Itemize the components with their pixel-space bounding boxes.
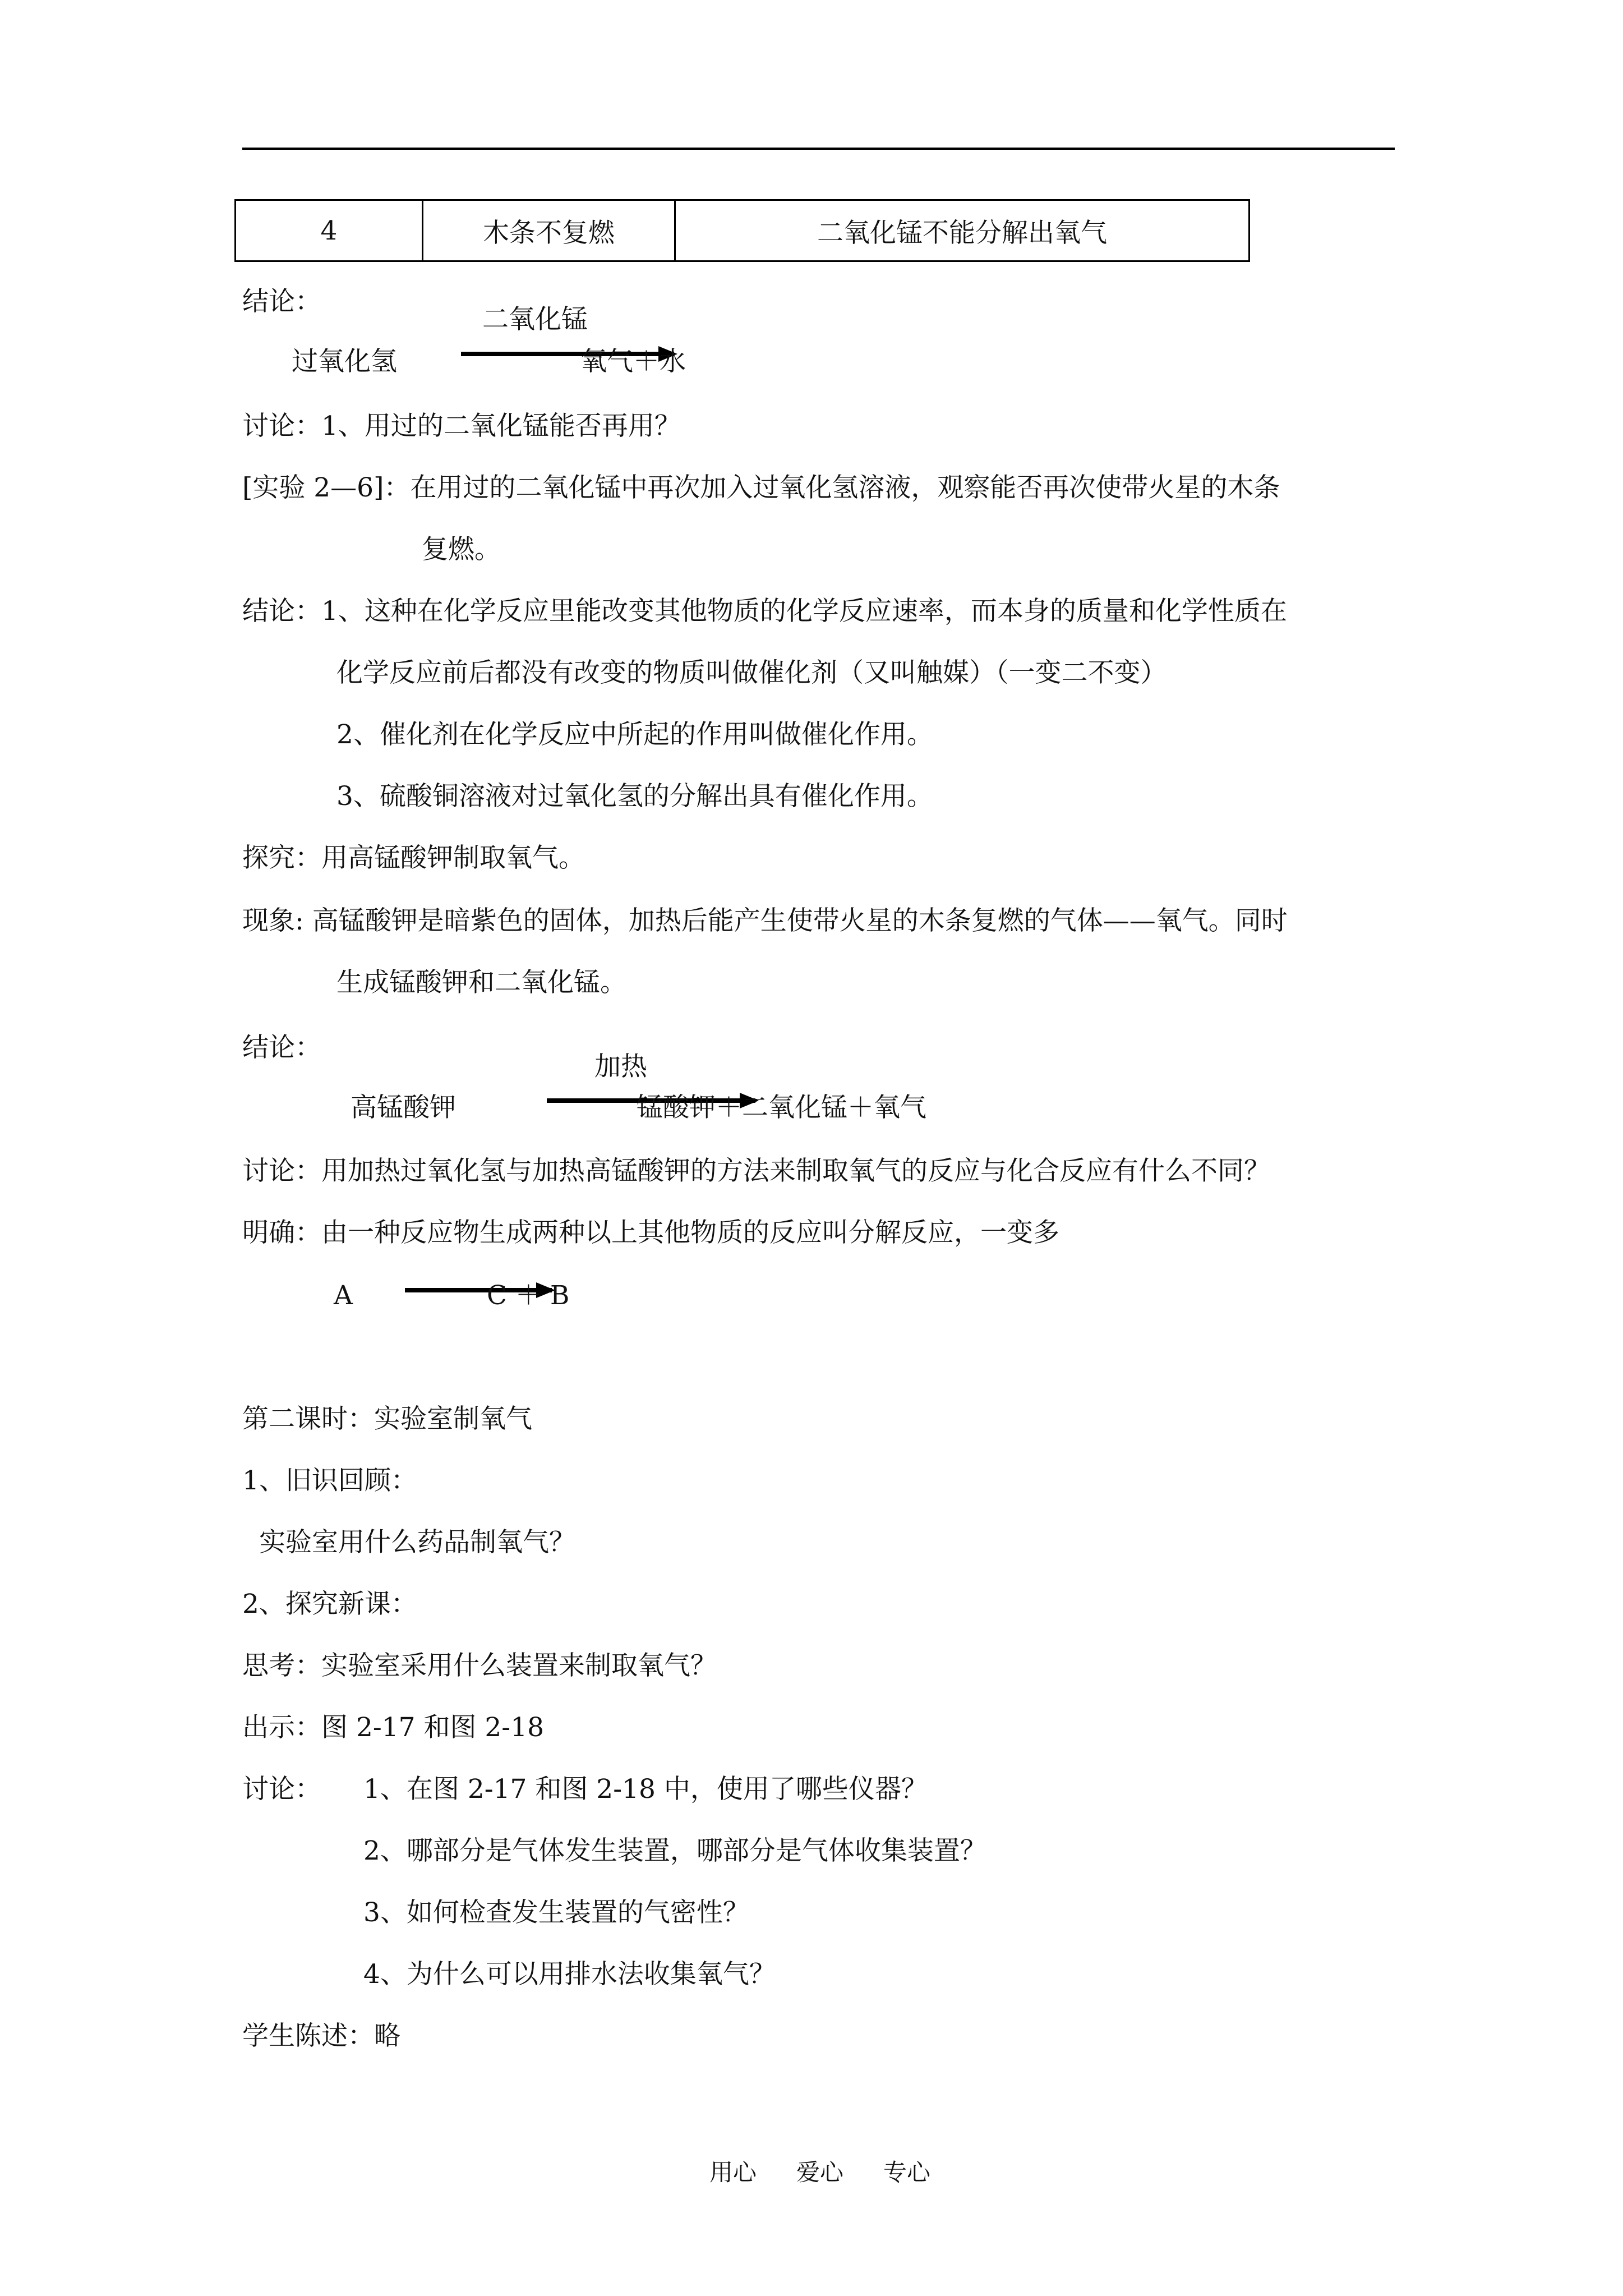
list-item: 4、为什么可以用排水法收集氧气？: [363, 1959, 776, 1990]
eq2-products: 锰酸钾＋二氧化锰＋氧气: [637, 1092, 926, 1123]
result-table: [234, 199, 1250, 262]
lesson2-show: 出示：图 2-17 和图 2-18: [242, 1712, 544, 1743]
lesson2-discuss-label: 讨论：: [242, 1774, 321, 1805]
experiment-line-1: [实验 2—6]：在用过的二氧化锰中再次加入过氧化氢溶液，观察能否再次使带火星的木条: [242, 472, 1280, 503]
lesson2-review-heading: 1、旧识回顾：: [242, 1465, 417, 1496]
header-rule: [242, 148, 1395, 150]
eq1-products: 氧气＋水: [580, 346, 686, 377]
footer-text-2: 爱心: [796, 2159, 844, 2186]
table-cell-conclusion: 二氧化锰不能分解出氧气: [675, 200, 1249, 261]
eq3-reactant: A: [334, 1280, 353, 1311]
clarify-line: 明确：由一种反应物生成两种以上其他物质的反应叫分解反应，一变多: [242, 1217, 1059, 1248]
lesson2-review-question: 实验室用什么药品制氧气？: [259, 1527, 575, 1558]
table-cell-num: 4: [236, 200, 423, 261]
eq1-reactant: 过氧化氢: [292, 346, 397, 377]
discussion-2: 讨论：用加热过氧化氢与加热高锰酸钾的方法来制取氧气的反应与化合反应有什么不同？: [242, 1156, 1270, 1186]
conclusion2-line-3: 2、催化剂在化学反应中所起的作用叫做催化作用。: [336, 719, 933, 750]
eq1-catalyst: 二氧化锰: [482, 304, 588, 335]
footer-text-3: 专心: [883, 2159, 931, 2186]
conclusion2-line-1: 结论：1、这种在化学反应里能改变其他物质的化学反应速率，而本身的质量和化学性质在: [242, 596, 1287, 627]
list-item: 2、哪部分是气体发生装置，哪部分是气体收集装置？: [363, 1835, 986, 1866]
eq3-products: C ＋ B: [487, 1280, 570, 1311]
lesson2-title: 第二课时：实验室制氧气: [242, 1404, 532, 1434]
footer-text-1: 用心: [709, 2159, 757, 2186]
discussion-1: 讨论：1、用过的二氧化锰能否再用？: [242, 411, 681, 441]
list-item: 3、如何检查发生装置的气密性？: [363, 1897, 749, 1928]
phenomenon-line-2: 生成锰酸钾和二氧化锰。: [336, 967, 626, 998]
conclusion2-line-4: 3、硫酸铜溶液对过氧化氢的分解出具有催化作用。: [336, 781, 933, 812]
eq2-reactant: 高锰酸钾: [351, 1092, 456, 1123]
explore-line: 探究：用高锰酸钾制取氧气。: [242, 843, 585, 873]
lesson2-explore-heading: 2、探究新课：: [242, 1589, 417, 1619]
list-item: 1、在图 2-17 和图 2-18 中，使用了哪些仪器？: [363, 1774, 928, 1805]
lesson2-student: 学生陈述：略: [242, 2021, 400, 2051]
table-cell-observation: 木条不复燃: [423, 200, 675, 261]
eq2-label: 结论：: [242, 1032, 321, 1063]
table-row: [236, 200, 1249, 261]
eq2-condition: 加热: [594, 1051, 647, 1082]
eq1-label: 结论：: [242, 286, 321, 317]
lesson2-think: 思考：实验室采用什么装置来制取氧气？: [242, 1650, 717, 1681]
experiment-line-2: 复燃。: [422, 534, 501, 565]
conclusion2-line-2: 化学反应前后都没有改变的物质叫做催化剂（又叫触媒）（一变二不变）: [336, 657, 1167, 688]
phenomenon-line-1: 现象: 高锰酸钾是暗紫色的固体，加热后能产生使带火星的木条复燃的气体——氧气。同时: [242, 905, 1288, 936]
